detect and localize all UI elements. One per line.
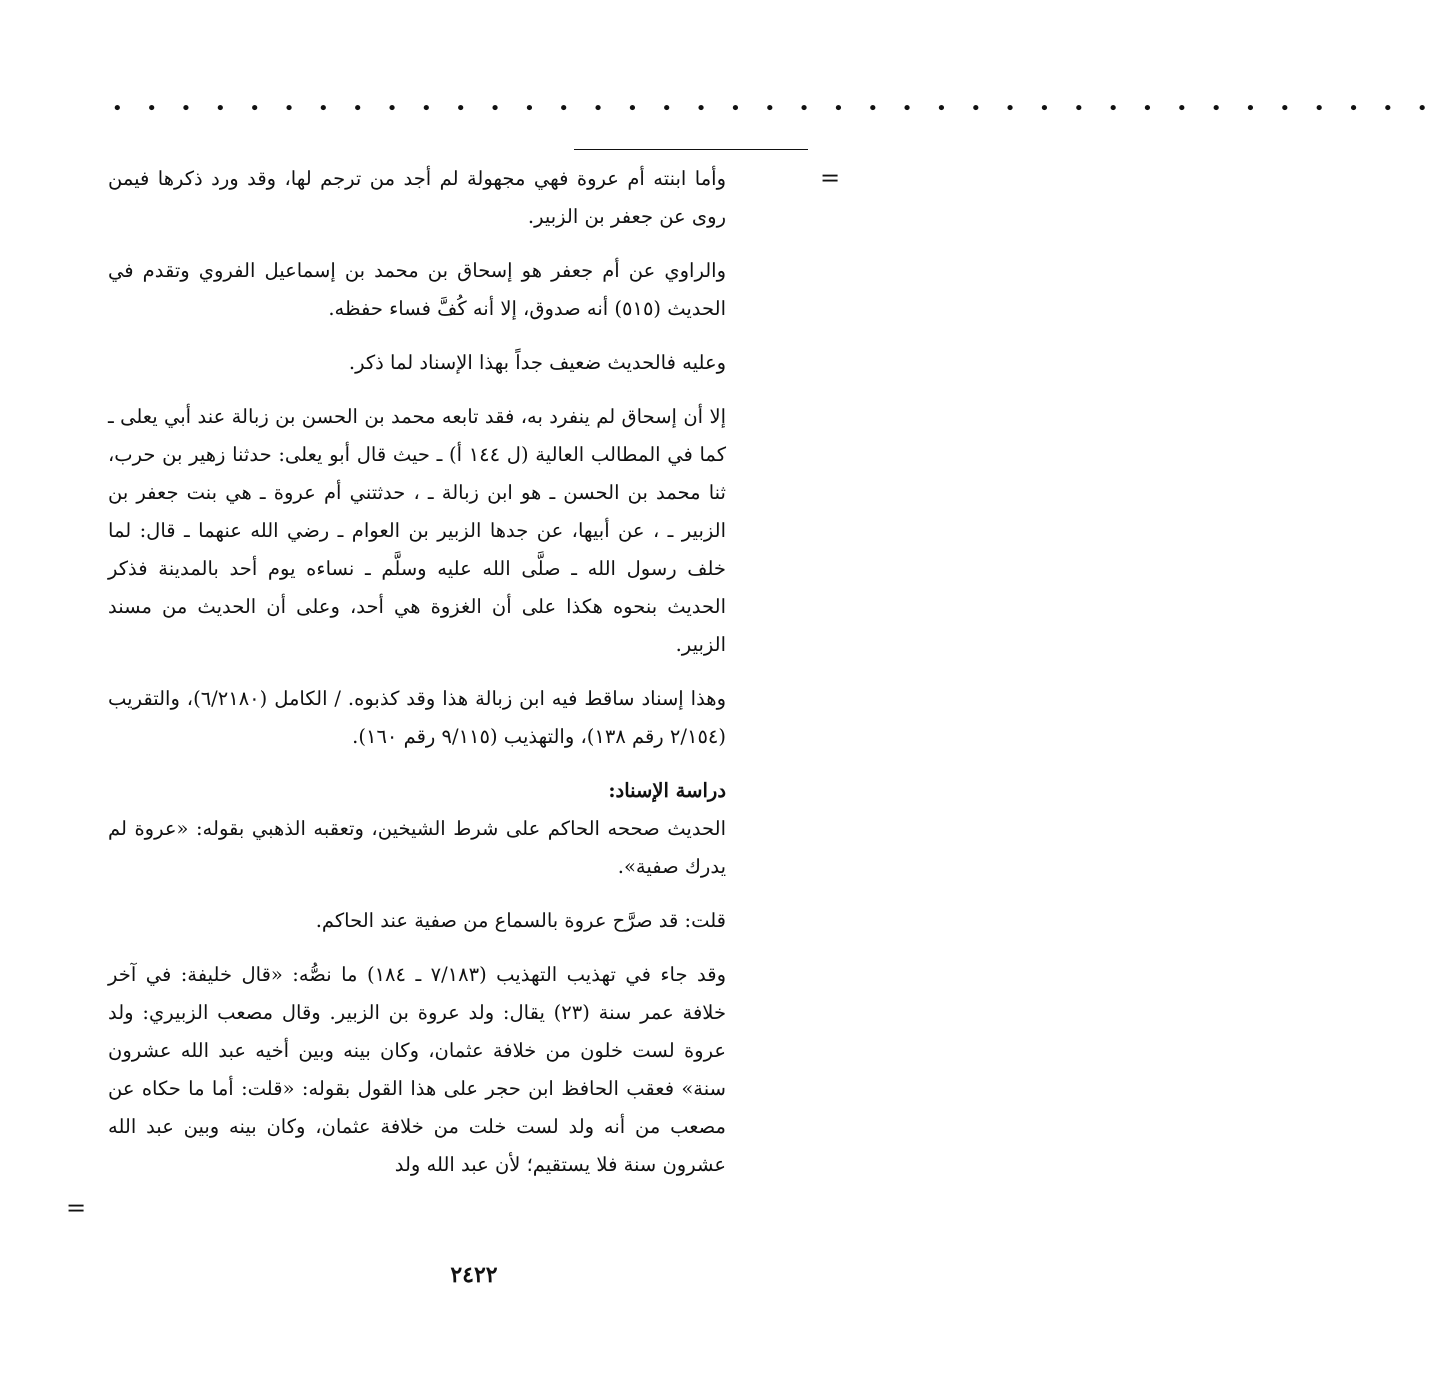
paragraph-verdict: وعليه فالحديث ضعيف جداً بهذا الإسناد لما ذكر.: [348, 351, 726, 374]
footnote-rule: [574, 149, 808, 150]
paragraph-chain-weakness: وهذا إسناد ساقط فيه ابن زبالة هذا وقد كذبوه. / الكامل (٦/٢١٨٠)، والتقريب (٢/١٥٤ رقم ١٣٨)، والتهذيب (٩/١١٥ رقم ١٦٠).: [108, 687, 726, 748]
section-heading-isnad-study: دراسة الإسناد:: [608, 779, 726, 802]
page-number: ٢٤٢٢: [450, 1262, 498, 1288]
page-body: [108, 160, 726, 1200]
continuation-mark-bottom: =: [66, 1194, 87, 1222]
top-dotted-line: • • • • • • • • • • • • • • • • • • • • • • • • • • • • • • • • • • • • • • •: [112, 98, 1437, 119]
paragraph-corroboration: إلا أن إسحاق لم ينفرد به، فقد تابعه محمد بن الحسن بن زبالة عند أبي يعلى ـ كما في المطالب العالية (ل ١٤٤ أ) ـ حيث قال أبو يعلى: حدثنا زهير بن حرب، ثنا محمد بن الحسن ـ هو ابن زبالة ـ ، حدثتني أم عروة ـ هي بنت جعفر بن الزبير ـ ، عن أبيها، عن جدها الزبير بن العوام ـ رضي الله عنهما ـ قال: لما خلف رسول الله ـ صلَّى الله عليه وسلَّم ـ نساءه يوم أحد بالمدينة فذكر الحديث بنحوه هكذا على أن الغزوة هي أحد، وعلى أن الحديث من مسند الزبير.: [108, 405, 726, 656]
paragraph-narrator: والراوي عن أم جعفر هو إسحاق بن محمد بن إسماعيل الفروي وتقدم في الحديث (٥١٥) أنه صدوق، إلا أنه كُفَّ فساء حفظه.: [108, 259, 726, 320]
paragraph-tahdhib-quote: وقد جاء في تهذيب التهذيب (٧/١٨٣ ـ ١٨٤) ما نصُّه: «قال خليفة: في آخر خلافة عمر سنة (٢٣) يقال: ولد عروة بن الزبير. وقال مصعب الزبيري: ولد عروة لست خلون من خلافة عثمان، وكان بينه وبين أخيه عبد الله عشرون سنة» فعقب الحافظ ابن حجر على هذا القول بقوله: «قلت: أما ما حكاه عن مصعب من أنه ولد لست خلت من خلافة عثمان، وكان بينه وبين عبد الله عشرون سنة فلا يستقيم؛ لأن عبد الله ولد: [108, 963, 726, 1176]
paragraph-um-urwa: وأما ابنته أم عروة فهي مجهولة لم أجد من ترجم لها، وقد ورد ذكرها فيمن روى عن جعفر بن الزبير.: [108, 167, 726, 228]
continuation-mark-top: =: [820, 164, 841, 192]
paragraph-urwa-hearing: قلت: قد صرَّح عروة بالسماع من صفية عند الحاكم.: [315, 909, 726, 932]
paragraph-hakim-authentication: الحديث صححه الحاكم على شرط الشيخين، وتعقبه الذهبي بقوله: «عروة لم يدرك صفية».: [108, 817, 726, 878]
